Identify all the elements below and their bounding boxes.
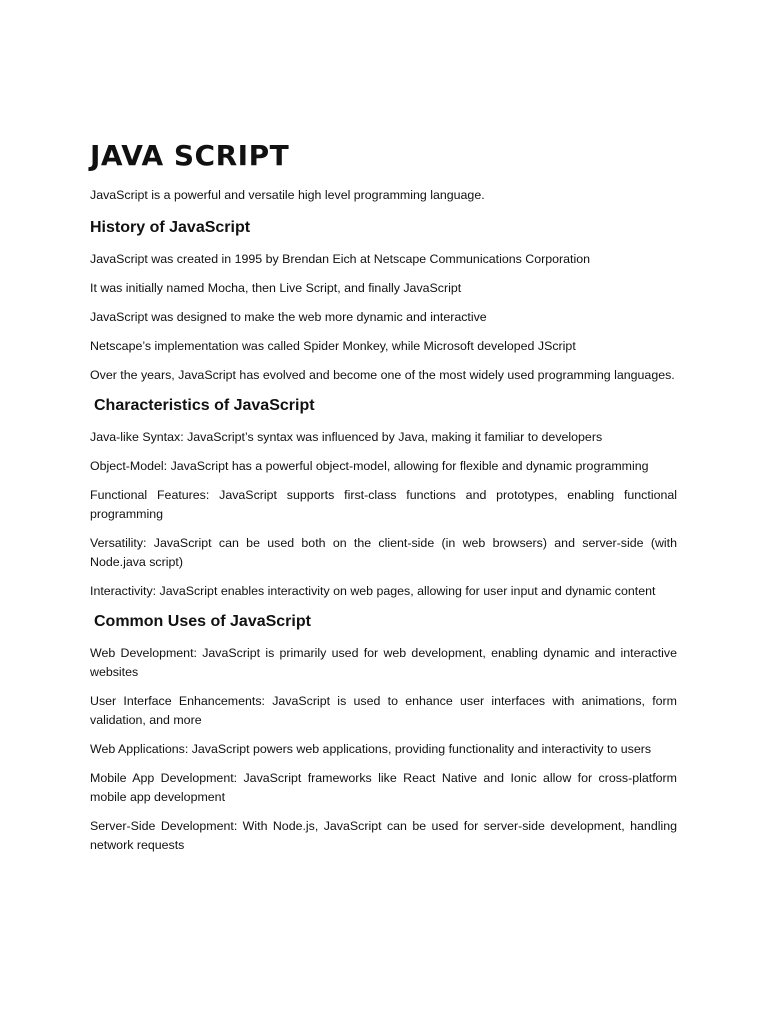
paragraph: Web Development: JavaScript is primarily used for web development, enabling dynamic and interactive websites bbox=[90, 646, 677, 679]
section-heading: History of JavaScript bbox=[90, 219, 251, 236]
paragraph: JavaScript was created in 1995 by Brendan Eich at Netscape Communications Corporation bbox=[90, 252, 591, 266]
paragraph: Object-Model: JavaScript has a powerful object-model, allowing for flexible and dynamic programming bbox=[90, 459, 649, 473]
paragraph: Over the years, JavaScript has evolved and become one of the most widely used programming languages. bbox=[90, 368, 675, 382]
intro-paragraph: JavaScript is a powerful and versatile high level programming language. bbox=[90, 188, 485, 202]
paragraph: User Interface Enhancements: JavaScript is used to enhance user interfaces with animations, form validation, and more bbox=[90, 694, 677, 727]
document-page bbox=[90, 138, 677, 865]
section-heading: Common Uses of JavaScript bbox=[94, 613, 311, 630]
paragraph: Functional Features: JavaScript supports first-class functions and prototypes, enabling functional programming bbox=[90, 488, 677, 521]
document-title: JAVA SCRIPT bbox=[90, 139, 290, 172]
paragraph: Netscape’s implementation was called Spider Monkey, while Microsoft developed JScript bbox=[90, 339, 576, 353]
section-heading: Characteristics of JavaScript bbox=[94, 397, 315, 414]
paragraph: It was initially named Mocha, then Live Script, and finally JavaScript bbox=[90, 281, 462, 295]
paragraph: JavaScript was designed to make the web more dynamic and interactive bbox=[90, 310, 487, 324]
paragraph: Java-like Syntax: JavaScript’s syntax was influenced by Java, making it familiar to developers bbox=[90, 430, 603, 444]
paragraph: Mobile App Development: JavaScript frameworks like React Native and Ionic allow for cross-platform mobile app development bbox=[90, 771, 677, 804]
paragraph: Interactivity: JavaScript enables interactivity on web pages, allowing for user input and dynamic content bbox=[90, 584, 656, 598]
section-common-uses bbox=[90, 611, 677, 855]
paragraph: Versatility: JavaScript can be used both on the client-side (in web browsers) and server-side (with Node.java script) bbox=[90, 536, 677, 569]
paragraph: Server-Side Development: With Node.js, JavaScript can be used for server-side development, handling network requests bbox=[90, 819, 677, 852]
section-history bbox=[90, 217, 677, 385]
section-characteristics bbox=[90, 395, 677, 601]
paragraph: Web Applications: JavaScript powers web applications, providing functionality and interactivity to users bbox=[90, 742, 652, 756]
